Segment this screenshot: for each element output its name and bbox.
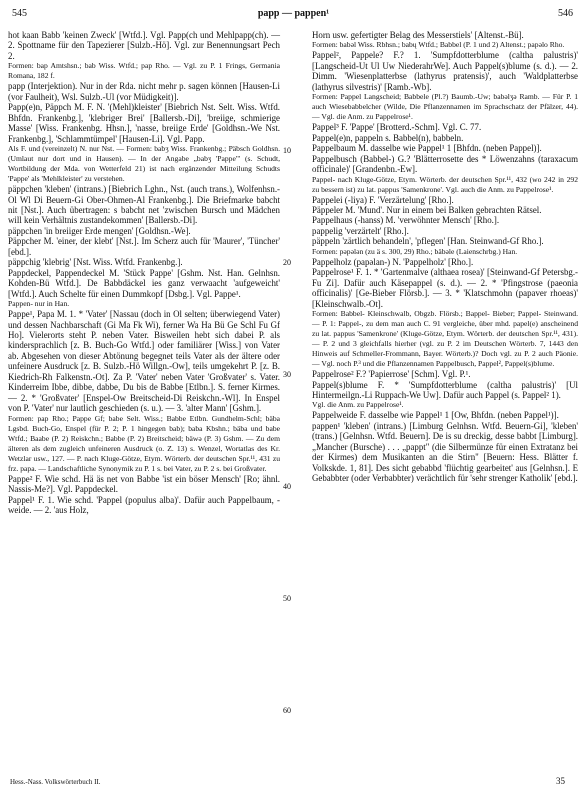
entry-note: Formen: Babbel- Kleinschwalb, Obgzb. Flörsb.; Bappel- Bieber; Pappel- Steinwand. — P. 1: Pappel-, zu dem man auch C. 91 vergleiche, über mhd. papel(e) anscheinend zu lat. pappus 'Samenkrone' (Kluge-Götze, Etym. Wörterb. der deutschen Spr.¹¹, 431). — P. 2 und 3 gleichfalls hierher (vgl. zu P. 2 im Deutschen Wörterb. 7, 1443 den Hinweis auf Schmeller-Frommann, Bayer. Wörterb.)? Doch vgl. zu P. 2 auch Päonie. — Vgl. noch P.³ und die Pflanzennamen Pappelbusch, Pappel², Pappel(s)blume. xyxy=(312,309,578,369)
entry-text: Päppeler M. 'Mund'. Nur in einem bei Balken gebrachten Rätsel. xyxy=(312,204,542,215)
entry-text: papp (Interjektion). Nur in der Rda. nicht mehr p. sagen können [Hausen-Li (vor Faulheit), Wsl. Sulzb.-Ul (vor Müdigkeit)]. xyxy=(8,81,280,102)
entry-text: Pappel², Pappele? F.? 1. 'Sumpfdotterblume (caltha palustris)' [Langscheid-Ut Ul Uw NiederahrWe]. Auch Pappel(s)blume (s. d.). — 2. Dimm. 'Wiesenplatterbse (lathyrus pratensis)', auch 'Waldplatterbse (lathyrus silvestris)' [Ramb.-Wb]. xyxy=(312,50,578,92)
entry-text: pappelig 'verzärtelt' [Rho.]. xyxy=(312,225,409,236)
line-number: 20 xyxy=(283,258,291,267)
entry-text: Pappdeckel, Pappendeckel M. 'Stück Pappe' [Gshm. Nst. Han. Gelnhsn. Kohden-Bü Wtfd.]. De Babbdäckel ies ganz verwaacht 'aufgeweicht' [Wtfd.]. Auch Schelte für einen Dummkopf [Dsbg.]. Vgl. Pappe¹. xyxy=(8,267,280,299)
entry-text: Papp(e)n, Päppch M. F. N. '(Mehl)kleister' [Biebrich Nst. Selt. Wiss. Wtfd. Bhfdn. Frankenbg.], 'klebriger Brei' [Ballersb.-Di], 'breiige, schmierige Masse' [Wiss. Frankenbg. Hhsn.], 'nasse, breiige Erde' [Goldhsn.-We Nst. Frankenbg.], 'Schlammtümpel' [Hausen-Li]. Vgl. Papp. xyxy=(8,102,280,144)
entry-text: Pappelei (-liya) F. 'Verzärtelung' [Rho.]. xyxy=(312,194,454,205)
entry-text: päppchen 'kleben' (intrans.) [Biebrich Lghn., Nst. (auch trans.), Wolfenhsn.-Ol Wl Di Beuern-Gi Ober-Ohmen-Al Frankenbg.]. Die Briefmarke babcht nit [Nst.]. Auch übertragen: s babcht net 'zwischen Bursch und Mädchen will kein Verhältnis zustandekommen' [Ballersb.-Di]. xyxy=(8,184,280,226)
entry-text: päppchen 'in breiiger Erde mengen' [Goldhsn.-We]. xyxy=(8,225,191,236)
entry-note: Formen: bap Amtshsn.; bab Wiss. Wtfd.; pap Rho. — Vgl. zu P. 1 Frings, Germania Romana, 182 f. xyxy=(8,61,280,81)
entry-text: Horn usw. gefertigter Belag des Messerstiels' [Altenst.-Bü]. xyxy=(312,30,524,40)
page-number-right: 546 xyxy=(558,8,573,19)
page-number-left: 545 xyxy=(12,8,27,19)
entry-note: Formen: pəpələn (zu ä s. 300, 29) Rho.; bäbəle (Laienschrbg.) Han. xyxy=(312,246,518,256)
entry-note: Formen: Pappel Langscheid; Babbele (Pl.?) Baumb.-Uw; babəlʒə Ramb. — Für P. 1 auch Wiesebabbelcher (Wilde, Die Pflanzennamen im Sprachschatz der Pfälzer, 44). — Vgl. die Anm. zu Pappelrose¹. xyxy=(312,92,578,122)
entry-text: Pappe¹, Papa M. 1. * 'Vater' [Nassau (doch in Ol selten; überwiegend Vater) und dessen Nachbarschaft (Gi Ma Fk Wi), ferner Wa Ha Bü Ge Schl Fu Gf Ho]. Vielerorts steht P. neben Vater. Bisweilen hebt sich dabei P. als kindersprachlich [z. B. Buch-Go Wtfd.] oder familiärer [Wiss.] von Vater ab. Abgesehen von dieser Abtönung begegnet teils Vater als der ältere oder unfeinere Ausdruck [z. B. Sulzb.-Hö Willgn.-Ow], teils umgekehrt P. [z. B. Kiedrich-Rh Falkenstn.-Ot]. Za P. 'Vater' neben Vater 'Großvater' s. Vater. Kinderreim Ibbe, dibbe, dabbe, Du bis de Babbe [Etlbn.]. S. ferner Kirmes. — 2. * 'Großvater' [Enspel-Ow Breitscheid-Di Reiskchn.-Wl]. In Enspel von P. 'Vater' nur lautlich geschieden (s. u.). — 3. 'alter Mann' [Gshm.]. xyxy=(8,309,280,414)
entry-note: Vgl. die Anm. zu Pappelrose¹. xyxy=(312,400,404,410)
entry-text: Pappelbaum M. dasselbe wie Pappel¹ 1 [Bhfdn. (neben Pappel)]. xyxy=(312,143,542,154)
entry-text: Pappelhaus (-hanss) M. 'verwöhnter Mensch' [Rho.]. xyxy=(312,215,500,226)
entry-text: Pappel(s)blume F. * 'Sumpfdotterblume (caltha palustris)' [Ul Hintermeilgn.-Li Ruppach-We Uw]. Dafür auch Pappel (s. Pappel² 1). xyxy=(312,379,578,400)
entry-text: Pappel¹ F. 1. Wie schd. 'Pappel (populus alba)'. Dafür auch Pappelbaum, -weide. — 2. 'aus Holz, xyxy=(8,494,280,515)
page-header xyxy=(0,8,587,22)
entry-text: Pappelholz (papəlan-) N. 'Pappelholz' [Rho.]. xyxy=(312,256,474,267)
entry-note: Pappen- nur in Han. xyxy=(8,299,70,309)
right-column xyxy=(312,30,578,484)
entry-text: Pappel³ F. 'Pappe' [Brotterd.-Schm]. Vgl. C. 77. xyxy=(312,122,482,133)
entry-note: Formen: babəl Wiss. Rbhsn.; babų Wtfd.; Babbel (P. 1 und 2) Altenst.; papəlo Rho. xyxy=(312,40,565,50)
entry-text: päppchig 'klebrig' [Nst. Wiss. Wtfd. Frankenbg.]. xyxy=(8,257,183,268)
entry-text: Pappelbusch (Babbel-) G.? 'Blätterrosette des * Löwenzahns (taraxacum officinale)' [Grandenbn.-Ew]. xyxy=(312,153,578,175)
entry-text: Pappelweide F. dasselbe wie Pappel¹ 1 [Ow, Bhfdn. (neben Pappel¹)]. xyxy=(312,410,559,421)
entry-text: Pappe² F. Wie schd. Hä äs net von Babbe 'ist ein böser Mensch' [Ro; ähnl. Nassis-Me?]. Vgl. Pappdeckel. xyxy=(8,473,280,495)
entry-text: Päppcher M. 'einer, der klebt' [Nst.]. Im Scherz auch für 'Maurer', 'Tüncher' [ebd.]. xyxy=(8,236,280,257)
line-number: 30 xyxy=(283,370,291,379)
line-number: 40 xyxy=(283,482,291,491)
line-number: 50 xyxy=(283,594,291,603)
entry-note: Als F. und (vereinzelt) N. nur Nst. — Formen: babʒ Wiss. Frankenbg.; Päbsch Goldhsn. (Umlaut nur dort und in Hausen). — In der Angabe „babʒ 'Pappe'" (s. Schudt, Wortbildung der Mda. von Wetterfeld 21) ist nach ergänzender Mitteilung Schudts 'Pappe' als 'Mehlkleister' zu verstehen. xyxy=(8,144,280,184)
entry-note: Formen: pap Rho.; Pappe Gf; babe Selt. Wiss.; Babbe Etlbn. Gundhelm-Schl; bäba Lgsbd. Buch-Go, Enspel (für P. 2; P. 1 hingegen bab); baba Kbshn.; bäba und babe Wtfd.; Baabe (P. 2) Reiskchn.; Babbe (P. 2) Breitscheid; bäwə (P. 3) Gshm. — Zu dem älteren als dem zugleich unfeineren Ausdruck (o. Z. 13) s. Wenzel, Wortatlas des Kr. Wetzlar usw., 127. — P. nach Kluge-Götze, Etym. Wörterb. der deutschen Spr.¹¹, 431 zu frz. papa. — Landschaftliche Synonymik zu P. 1 s. bei Vater, zu P. 2 s. bei Großvater. xyxy=(8,413,280,473)
entry-text: Pappelrose² F.? 'Papierrose' [Schm]. Vgl. P.¹. xyxy=(312,369,471,380)
entry-text: päppeln 'zärtlich behandeln', 'pflegen' [Han. Steinwand-Gf Rho.]. xyxy=(312,236,544,247)
footer-imprint: Hess.-Nass. Volkswörterbuch II. xyxy=(10,778,101,786)
line-number: 60 xyxy=(283,706,291,715)
entry-note: Pappel- nach Kluge-Götze, Etym. Wörterb. der deutschen Spr.¹¹, 432 (wo 242 in 292 zu bessern ist) zu lat. pappus 'Samenkrone'. Vgl. auch die Anm. zu Pappelrose¹. xyxy=(312,174,578,194)
page-title: papp — pappen¹ xyxy=(257,8,330,19)
entry-text: Pappel(e)n, pappeln s. Babbel(n), babbeln. xyxy=(312,132,464,143)
entry-text: Pappelrose¹ F. 1. * 'Gartenmalve (althaea rosea)' [Steinwand-Gf Petersbg.-Fu Zi]. Dafür auch Käsepappel (s. d.). — 2. * 'Pfingstrose (paeonia officinalis)' [Ge-Bieber Flörsb.]. — 3. * 'Klatschmohn (papaver rhoeas)' [Kleinschwalb.-Ot]. xyxy=(312,267,578,309)
entry-text: hot kaan Babb 'keinen Zweck' [Wtfd.]. Vgl. Papp(ch und Mehlpapp(ch). — 2. Spottname für den Tapezierer [Sulzb.-Hö]. Vgl. zur Benennungsart Pech 2. xyxy=(8,30,280,61)
line-number: 10 xyxy=(283,146,291,155)
entry-text: pappen¹ 'kleben' (intrans.) [Limburg Gelnhsn. Wtfd. Beuern-Gi], 'kleben' (trans.) [Gelnhsn. Wtfd. Beuern]. De is su dreckig, desse babbt [Limburg]. „Mancher (Bursche) . . . „pappt" (die Silbermünze für einen Extratanz bei der Kirmes) dem Musikanten an die Stirn" [Beuern: Hess. Blätter f. Volkskde. 1, 81]. Des sicht gebabbd 'flüchtig gearbeitet' aus [Gelnhsn.]. E Gebabbter (oder Verbabbter) verächtlich für 'sehr strenger Katholik' [ebd.]. xyxy=(312,420,578,484)
left-column xyxy=(8,30,280,515)
footer-page-number: 35 xyxy=(556,776,565,786)
